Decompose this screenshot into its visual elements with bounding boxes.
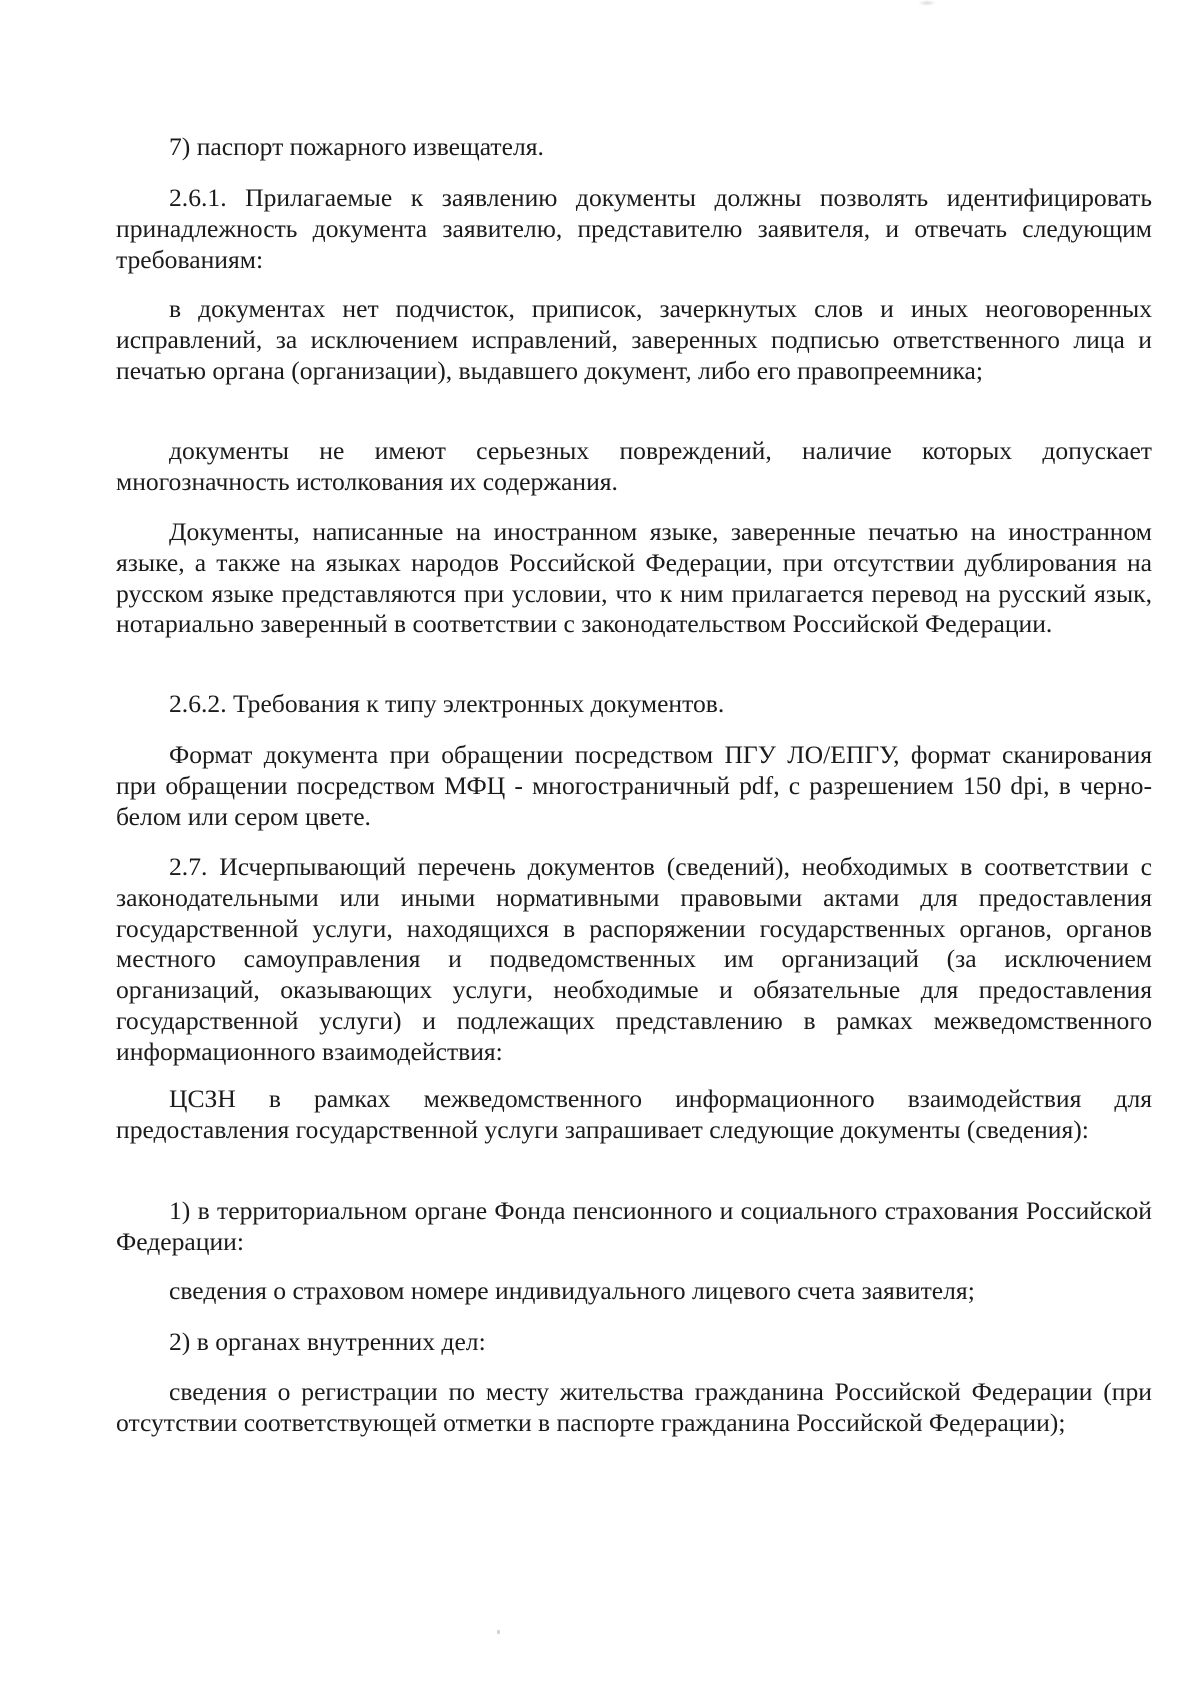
list-item-fire-detector-passport: 7) паспорт пожарного извещателя. (169, 132, 544, 161)
paragraph-cszn-requests: ЦСЗН в рамках межведомственного информационного взаимодействия для предоставления государственной услуги запрашивает следующие документы (сведения): (116, 1084, 1152, 1144)
paragraph-snils-info: сведения о страховом номере индивидуального лицевого счета заявителя; (169, 1276, 975, 1305)
scan-artifact (497, 1630, 500, 1634)
paragraph-2-7: 2.7. Исчерпывающий перечень документов (сведений), необходимых в соответствии с законодательными или иными нормативными правовыми актами для предоставления государственной услуги, находящихся в распоряжении государственных органов, органов местного самоуправления и подведомственных им организаций (за исключением организаций, оказывающих услуги, необходимые и обязательные для предоставления государственной услуги) и подлежащих представлению в рамках межведомственного информационного взаимодействия: (116, 852, 1152, 1066)
paragraph-registration-info: сведения о регистрации по месту жительства гражданина Российской Федерации (при отсутствии соответствующей отметки в паспорте гражданина Российской Федерации); (116, 1377, 1152, 1437)
requirement-no-damage: документы не имеют серьезных повреждений, наличие которых допускает многозначность истолкования их содержания. (116, 436, 1152, 496)
list-item-pension-fund: 1) в территориальном органе Фонда пенсионного и социального страхования Российской Федерации: (116, 1196, 1152, 1256)
scan-artifact (918, 0, 936, 6)
requirement-no-corrections: в документах нет подчисток, приписок, зачеркнутых слов и иных неоговоренных исправлений, за исключением исправлений, заверенных подписью ответственного лица и печатью органа (организации), выдавшего документ, либо его правопреемника; (116, 294, 1152, 385)
paragraph-foreign-language-documents: Документы, написанные на иностранном языке, заверенные печатью на иностранном языке, а также на языках народов Российской Федерации, при отсутствии дублирования на русском языке представляются при условии, что к ним прилагается перевод на русский язык, нотариально заверенный в соответствии с законодательством Российской Федерации. (116, 517, 1152, 639)
paragraph-2-6-2: 2.6.2. Требования к типу электронных документов. (169, 689, 725, 718)
list-item-internal-affairs: 2) в органах внутренних дел: (169, 1327, 486, 1356)
paragraph-file-format: Формат документа при обращении посредством ПГУ ЛО/ЕПГУ, формат сканирования при обращении посредством МФЦ - многостраничный pdf, с разрешением 150 dpi, в черно-белом или сером цвете. (116, 740, 1152, 831)
paragraph-2-6-1: 2.6.1. Прилагаемые к заявлению документы должны позволять идентифицировать принадлежность документа заявителю, представителю заявителя, и отвечать следующим требованиям: (116, 183, 1152, 274)
